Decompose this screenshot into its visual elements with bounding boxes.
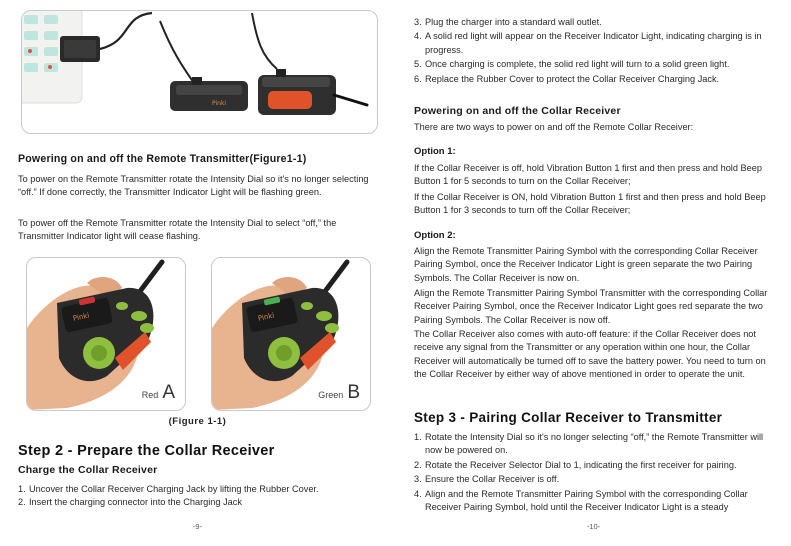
remote-power-heading: Powering on and off the Remote Transmitter(Figure1-1) xyxy=(18,153,307,165)
figure-caption: (Figure 1-1) xyxy=(168,416,227,427)
page-number-left: -9- xyxy=(192,522,203,531)
list-item-number: 1. xyxy=(18,484,26,494)
list-item-number: 4. xyxy=(414,31,422,42)
list-item-text: Align and the Remote Transmitter Pairing Symbol with the corresponding Collar Receiver Pairing Symbol, hold until the Receiver Indicator Light is a steady xyxy=(425,488,748,513)
figure-photo-green xyxy=(211,257,371,411)
list-item-text: Once charging is complete, the solid red light will turn to a solid green light. xyxy=(425,59,730,70)
charge-steps-continued-list xyxy=(414,16,776,86)
step2-heading: Step 2 - Prepare the Collar Receiver xyxy=(18,443,275,459)
charge-steps-list xyxy=(18,483,388,510)
list-item-text: Insert the charging connector into the Charging Jack xyxy=(29,497,242,508)
list-item-number: 2. xyxy=(18,497,26,508)
option1-paragraph-on: If the Collar Receiver is off, hold Vibration Button 1 first and then press and hold Beep Button 1 for 5 seconds to turn on the Collar Receiver; xyxy=(414,163,762,187)
collar-power-heading: Powering on and off the Collar Receiver xyxy=(414,105,621,117)
photo-red-caption: Red xyxy=(141,390,159,400)
list-item xyxy=(414,431,779,458)
option1-paragraph-off: If the Collar Receiver is ON, hold Vibration Button 1 first and then press and hold Beep Button 1 for 3 seconds to turn off the Collar Receiver; xyxy=(414,192,766,216)
list-item-number: 4. xyxy=(414,488,422,499)
charge-heading: Charge the Collar Receiver xyxy=(18,464,158,476)
option2-paragraph-off: Align the Remote Transmitter Pairing Symbol Transmitter with the corresponding Collar Receiver Pairing Symbol, once the Receiver Indicator Light goes red separate the two Pairing Symbols. The Collar Receiver is now off. xyxy=(414,288,768,325)
svg-text:Pinki: Pinki xyxy=(212,100,227,107)
list-item xyxy=(414,459,779,472)
list-item-number: 5. xyxy=(414,59,422,70)
list-item xyxy=(414,30,776,57)
list-item-number: 2. xyxy=(414,459,422,470)
list-item xyxy=(414,73,776,86)
list-item xyxy=(18,496,388,509)
list-item-text: Plug the charger into a standard wall outlet. xyxy=(425,17,602,27)
photo-red-letter: A xyxy=(162,382,175,403)
step3-heading: Step 3 - Pairing Collar Receiver to Transmitter xyxy=(414,410,723,425)
collar-power-intro: There are two ways to power on and off the Remote Collar Receiver: xyxy=(414,122,694,132)
remote-power-on-paragraph: To power on the Remote Transmitter rotate the Intensity Dial so it's no longer selecting “off.” If done correctly, the Transmitter Indicator Light will be flashing green. xyxy=(18,174,369,198)
option2-paragraph-on: Align the Remote Transmitter Pairing Symbol with the corresponding Collar Receiver Pairing Symbol, once the Receiver Indicator Light is green separate the two Pairing Symbols. The Collar Receiver is now on. xyxy=(414,246,758,283)
list-item-text: A solid red light will appear on the Receiver Indicator Light, indicating charging is in progress. xyxy=(425,31,762,55)
list-item-text: Rotate the Intensity Dial so it's no longer selecting “off,” the Remote Transmitter will now be powered on. xyxy=(425,432,764,456)
photo-red-label xyxy=(142,383,175,402)
list-item xyxy=(414,488,779,515)
list-item-number: 1. xyxy=(414,432,422,442)
svg-text:Pinki: Pinki xyxy=(72,311,91,323)
list-item-text: Uncover the Collar Receiver Charging Jack by lifting the Rubber Cover. xyxy=(29,484,319,494)
figure-photo-red xyxy=(26,257,186,411)
remote-power-off-paragraph: To power off the Remote Transmitter rotate the Intensity Dial to select “off,” the Transmitter Indicator light will cease flashing. xyxy=(18,218,337,242)
photo-green-label xyxy=(318,383,360,402)
photo-green-letter: B xyxy=(347,382,360,403)
list-item xyxy=(18,483,388,496)
charger-photo xyxy=(21,10,378,134)
list-item-text: Rotate the Receiver Selector Dial to 1, indicating the first receiver for pairing. xyxy=(425,459,737,470)
svg-text:Pinki: Pinki xyxy=(257,311,276,323)
list-item-number: 3. xyxy=(414,17,422,27)
option1-heading: Option 1: xyxy=(414,146,456,157)
list-item xyxy=(414,58,776,71)
list-item-number: 6. xyxy=(414,73,422,84)
list-item-number: 3. xyxy=(414,474,422,485)
page-number-right: -10- xyxy=(586,522,601,531)
photo-green-caption: Green xyxy=(318,390,344,400)
list-item xyxy=(414,473,779,486)
auto-off-paragraph: The Collar Receiver also comes with auto-off feature: if the Collar Receiver does not receive any signal from the Transmitter or any operation within one hour, the Collar Receiver will automatically be turned off to save the battery power. You need to turn on the Collar Receiver by either way of above mentioned in order to operate the unit. xyxy=(414,329,766,380)
step3-steps-list xyxy=(414,431,779,514)
list-item-text: Replace the Rubber Cover to protect the Collar Receiver Charging Jack. xyxy=(425,73,720,84)
option2-heading: Option 2: xyxy=(414,230,456,241)
list-item-text: Ensure the Collar Receiver is off. xyxy=(425,474,560,485)
list-item xyxy=(414,16,776,29)
charger-illustration xyxy=(22,11,377,133)
